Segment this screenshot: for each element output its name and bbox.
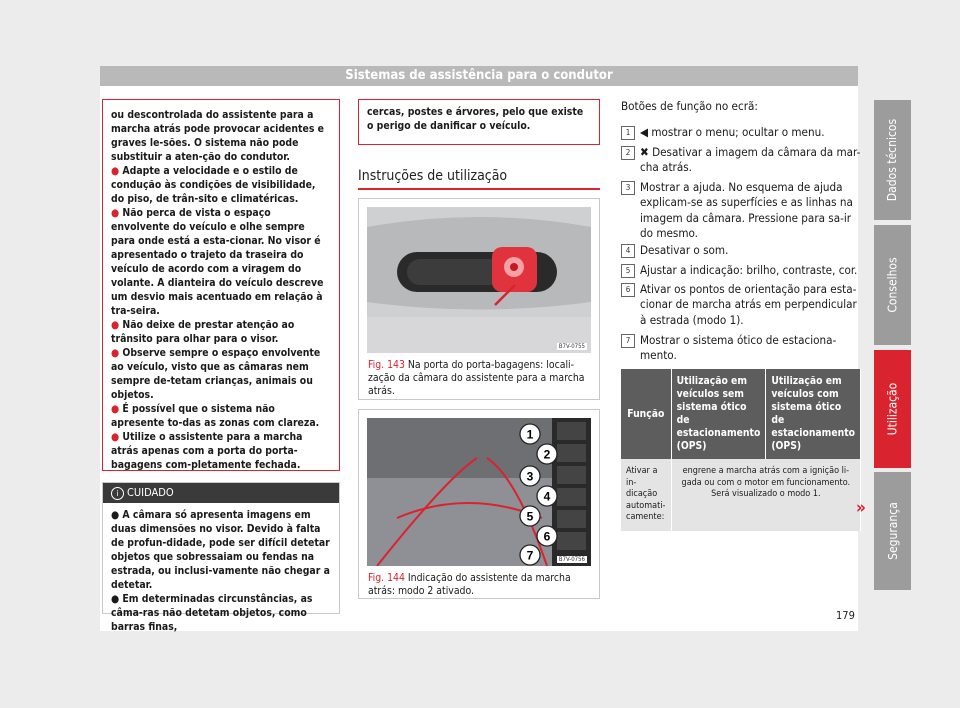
function-item-4: 4 Desativar o som. <box>621 243 861 258</box>
callout-1 <box>520 424 540 444</box>
table-row-label: Ativar a in-dicação automati-camente: <box>621 459 671 531</box>
figure-code: B7V-0756 <box>558 556 585 563</box>
figure-code: B7V-0755 <box>558 343 585 350</box>
svg-text:3: 3 <box>526 469 534 484</box>
warning-bullet: ● É possível que o sistema não apresente to-das as zonas com clareza. <box>111 403 320 429</box>
continue-arrow-icon: » <box>856 498 866 518</box>
warning-bullet: ● Não deixe de prestar atenção ao trânsito para olhar para o visor. <box>111 319 295 345</box>
function-buttons-heading: Botões de função no ecrã: <box>621 99 758 113</box>
figure-143 <box>358 198 600 400</box>
svg-text:6: 6 <box>543 529 551 544</box>
warning-bullet: ● Não perca de vista o espaço envolvente do veículo e olhe sempre para onde está a esta-cionar. No visor é apresentado o trajeto da traseira do veículo de acordo com a viragem do volante. A dianteira do veículo descreve um desvio mais acentuado em relação à tra-seira. <box>111 207 324 317</box>
caution-header: i CUIDADO <box>103 483 339 503</box>
svg-text:2: 2 <box>543 447 551 462</box>
page-number: 179 <box>836 609 855 622</box>
figure-144-callouts <box>367 418 591 566</box>
table-header-without-ops: Utilização em veículos sem sistema ótico de estacionamento (OPS) <box>671 369 766 459</box>
figure-144-image <box>367 418 591 566</box>
close-icon: ✖ <box>640 145 649 159</box>
callout-7 <box>520 545 540 565</box>
function-item-3: 3 Mostrar a ajuda. No esquema de ajuda explicam-se as superfícies e as linhas na imagem da câmara. Pressione para sa-ir do mesmo. <box>621 180 861 241</box>
function-item-6: 6 Ativar os pontos de orientação para esta-cionar de marcha atrás em perpendicular à estrada (modo 1). <box>621 282 861 328</box>
function-item-7: 7 Mostrar o sistema ótico de estaciona-mento. <box>621 333 861 364</box>
function-item-1: 1 ◀ mostrar o menu; ocultar o menu. <box>621 125 861 140</box>
svg-text:5: 5 <box>526 509 534 524</box>
section-title: Instruções de utilização <box>358 168 508 184</box>
caution-box <box>102 482 340 633</box>
figure-143-caption: Fig. 143 Na porta do porta-bagagens: locali-zação da câmara do assistente para a marcha atrás. <box>368 359 585 397</box>
callout-6 <box>537 526 557 546</box>
svg-text:4: 4 <box>543 489 551 504</box>
section-divider <box>358 188 600 190</box>
figure-144 <box>358 409 600 599</box>
page-header: Sistemas de assistência para o condutor <box>100 66 858 86</box>
warning-bullet: ● Utilize o assistente para a marcha atrás apenas com a porta do porta-bagagens com-pletamente fechada. <box>111 431 303 471</box>
tailgate-camera-illustration <box>367 207 591 353</box>
caution-bullet: ● A câmara só apresenta imagens em duas dimensões no visor. Devido à falta de profun-didade, pode ser difícil detetar objetos que sobressaiam ou fendas na estrada, ou inclusi-vamente não chegar a detetar. <box>111 509 330 591</box>
svg-text:7: 7 <box>526 548 534 563</box>
warning-bullet: ● Adapte a velocidade e o estilo de condução às condições de visibilidade, do piso, de trân-sito e climatéricas. <box>111 165 316 205</box>
table-row-value: engrene a marcha atrás com a ignição li-gada ou com o motor em funcionamento. Será visualizado o modo 1. <box>671 459 860 531</box>
tab-dados-tecnicos[interactable]: Dados técnicos <box>874 100 911 220</box>
info-icon: i <box>111 487 124 500</box>
svg-text:1: 1 <box>526 427 534 442</box>
callout-5 <box>520 506 540 526</box>
callout-4 <box>537 486 557 506</box>
function-table <box>621 369 861 531</box>
callout-2 <box>537 444 557 464</box>
caution-bullet: ● Em determinadas circunstâncias, as câma-ras não detetam objetos, como barras finas, <box>111 593 313 633</box>
warning-continued: cercas, postes e árvores, pelo que existe o perigo de danificar o veículo. <box>358 99 600 145</box>
figure-144-caption: Fig. 144 Indicação do assistente da marcha atrás: modo 2 ativado. <box>368 572 571 597</box>
warning-intro: ou descontrolada do assistente para a marcha atrás pode provocar acidentes e graves le-sões. O sistema não pode substituir a aten-ção do condutor. <box>111 109 324 163</box>
callout-3 <box>520 466 540 486</box>
tab-seguranca[interactable]: Segurança <box>874 472 911 590</box>
warning-box <box>102 99 340 471</box>
figure-143-image <box>367 207 591 353</box>
caution-body <box>103 503 339 639</box>
tab-utilizacao[interactable]: Utilização <box>874 350 911 468</box>
table-header-with-ops: Utilização em veículos com sistema ótico de estacionamento (OPS) <box>766 369 861 459</box>
table-header-function: Função <box>621 369 671 459</box>
tab-conselhos[interactable]: Conselhos <box>874 225 911 345</box>
function-item-2: 2 ✖ Desativar a imagem da câmara da mar-cha atrás. <box>621 145 861 176</box>
triangle-left-icon: ◀ <box>640 125 649 139</box>
warning-bullet: ● Observe sempre o espaço envolvente ao veículo, visto que as câmaras nem sempre de-tetam crianças, animais ou objetos. <box>111 347 321 401</box>
function-item-5: 5 Ajustar a indicação: brilho, contraste, cor. <box>621 263 861 278</box>
